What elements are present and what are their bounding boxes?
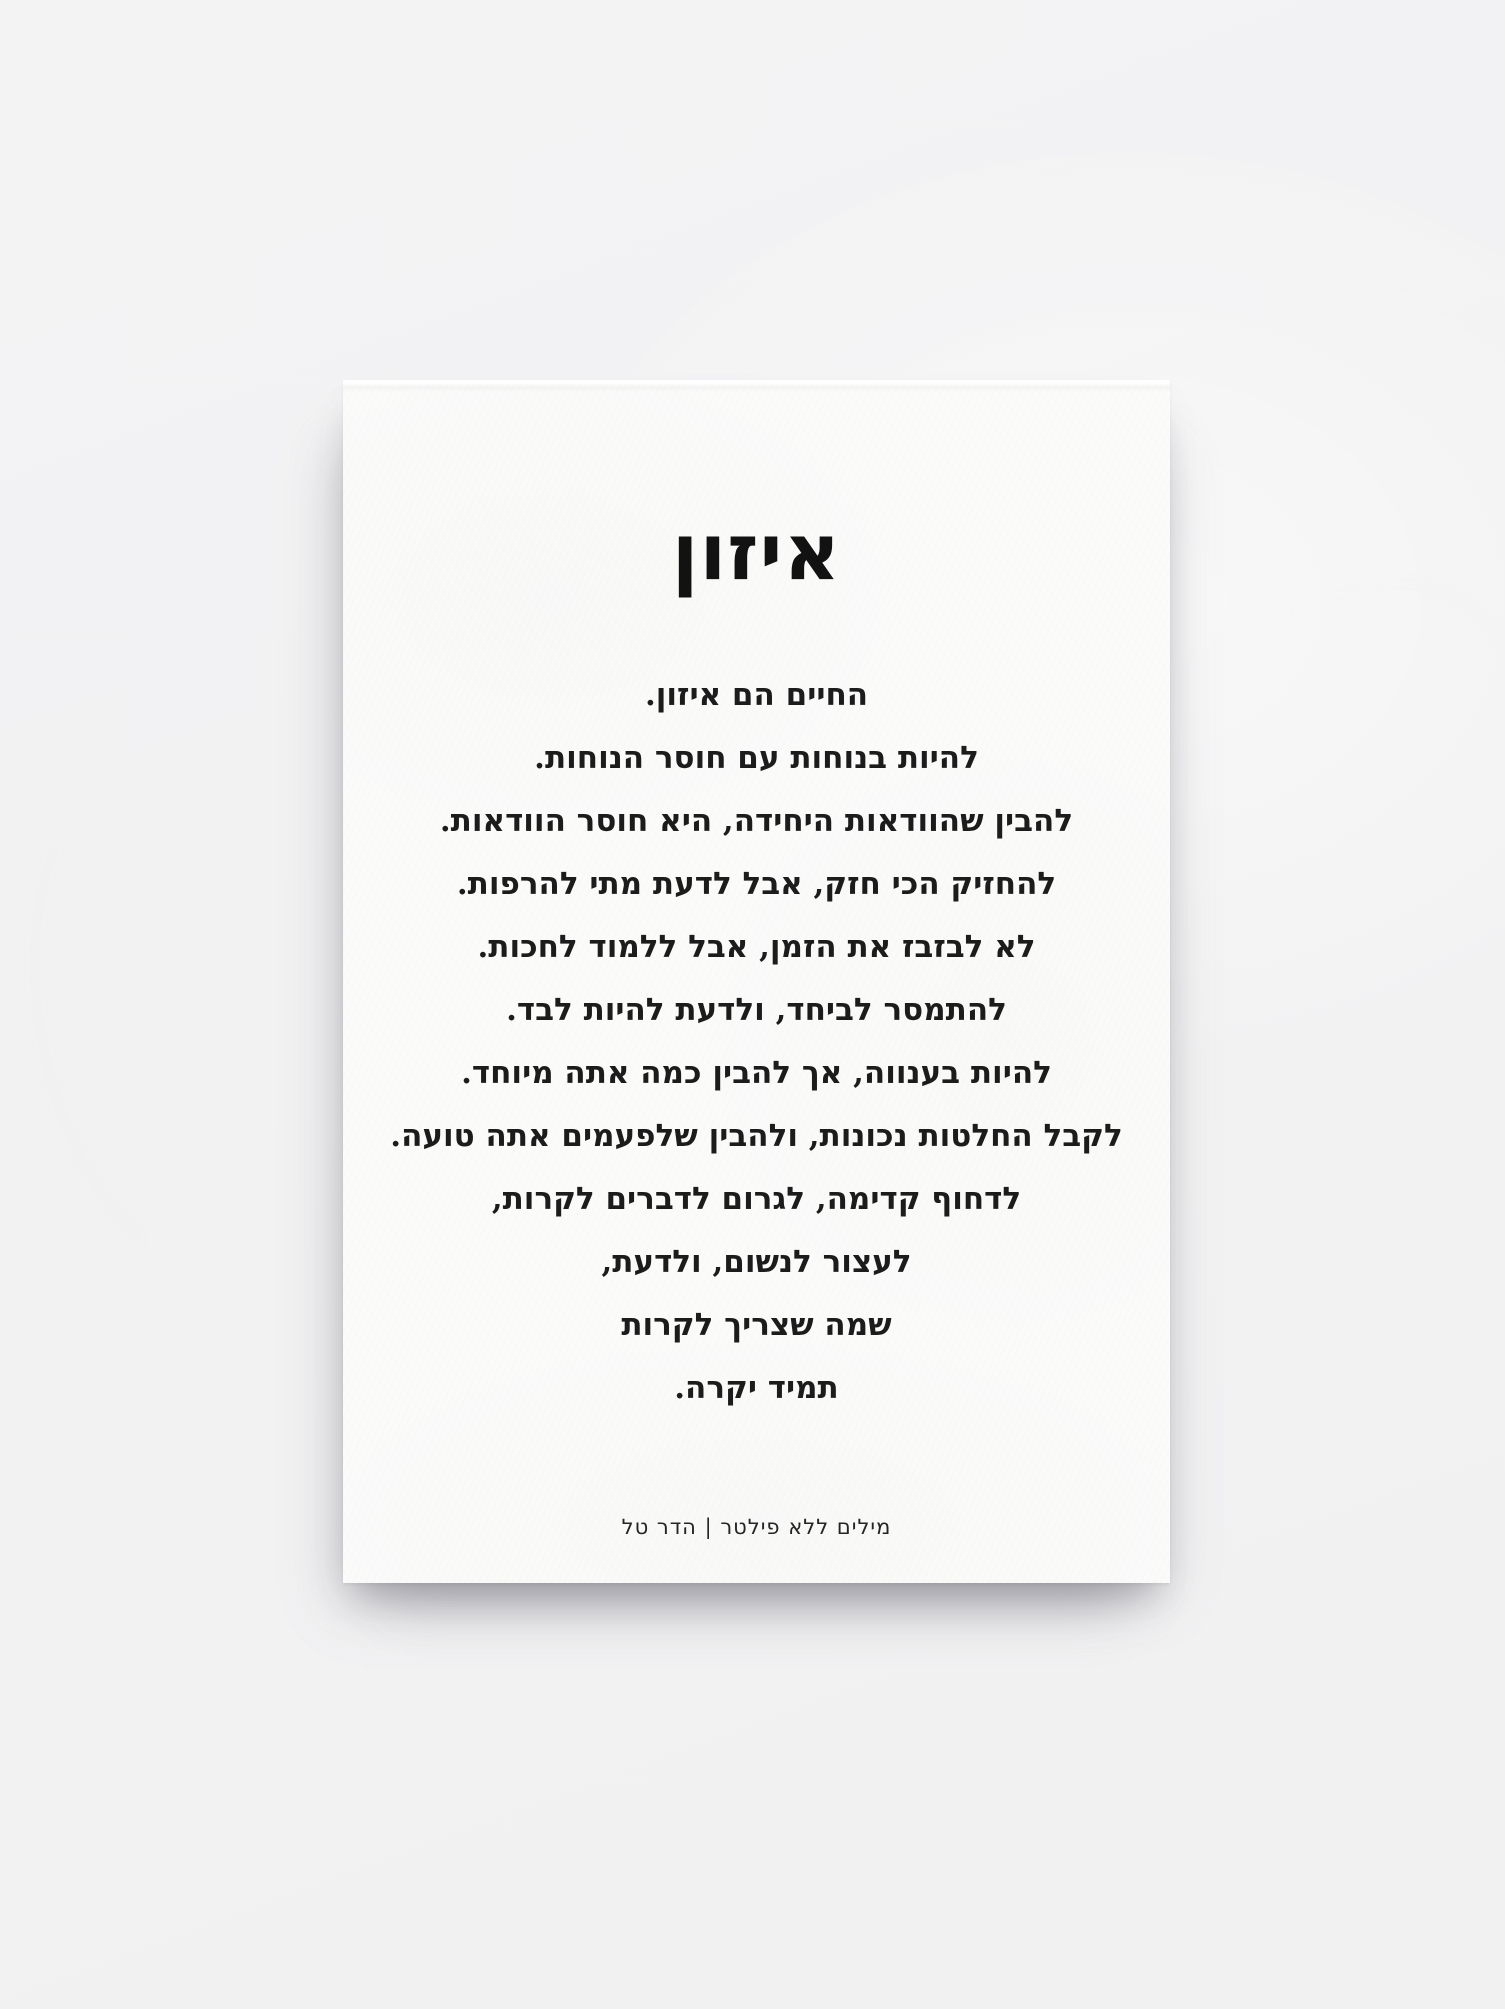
poem-line: החיים הם איזון. <box>644 677 869 713</box>
backdrop-wrinkle <box>0 734 395 1310</box>
poem-line: לדחוף קדימה, לגרום לדברים לקרות, <box>491 1181 1022 1217</box>
poem <box>343 664 1170 1420</box>
poster-credit: מילים ללא פילטר | הדר טל <box>621 1515 892 1539</box>
poster-card <box>343 380 1170 1583</box>
poem-line: להיות בענווה, אך להבין כמה אתה מיוחד. <box>461 1055 1052 1091</box>
poem-line: שמה שצריך לקרות <box>621 1307 892 1343</box>
poem-line: לעצור לנשום, ולדעת, <box>601 1244 912 1280</box>
poem-line: לקבל החלטות נכונות, ולהבין שלפעמים אתה טועה. <box>390 1118 1123 1154</box>
poem-line: תמיד יקרה. <box>674 1370 839 1406</box>
poem-line: להבין שהוודאות היחידה, היא חוסר הוודאות. <box>439 803 1074 839</box>
poem-line: לא לבזבז את הזמן, אבל ללמוד לחכות. <box>477 929 1036 965</box>
poem-line: להחזיק הכי חזק, אבל לדעת מתי להרפות. <box>456 866 1057 902</box>
poster-title: איזון <box>671 507 842 598</box>
poem-line: להתמסר לביחד, ולדעת להיות לבד. <box>506 992 1007 1028</box>
poem-line: להיות בנוחות עם חוסר הנוחות. <box>534 740 979 776</box>
